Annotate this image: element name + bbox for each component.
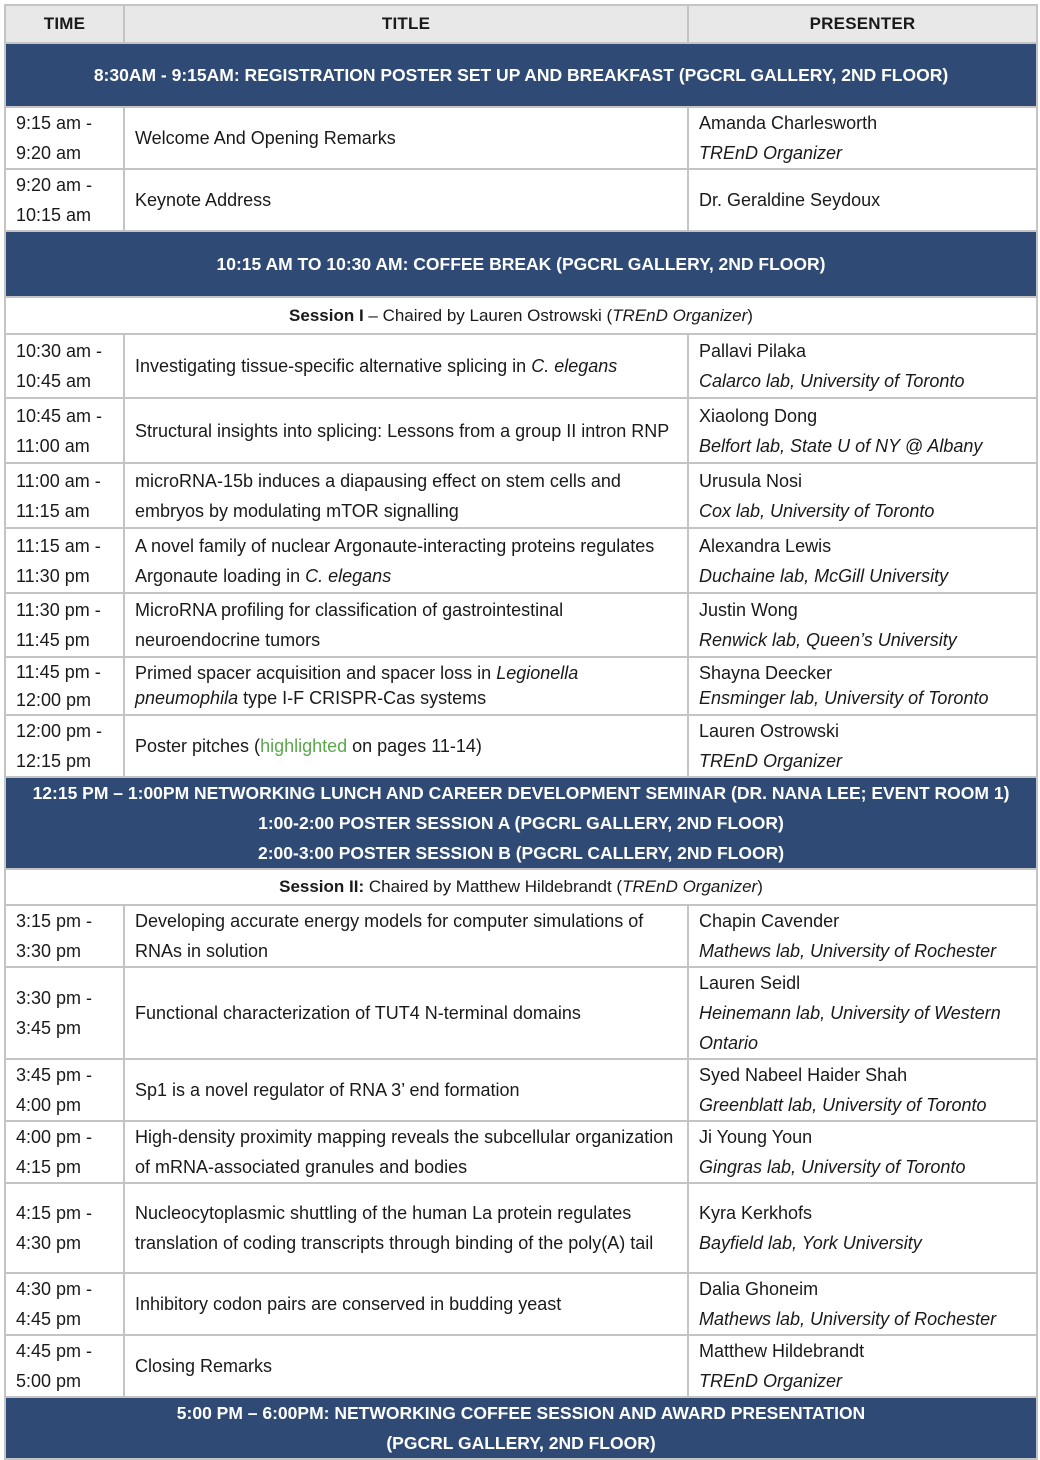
time-start: 11:30 pm - <box>16 600 101 620</box>
schedule-row <box>5 1273 1037 1335</box>
schedule-row <box>5 593 1037 657</box>
time-end: 4:30 pm <box>16 1233 82 1253</box>
presenter-cell <box>688 1059 1037 1121</box>
schedule-row <box>5 169 1037 231</box>
time-end: 12:15 pm <box>16 751 92 771</box>
session-one-close: ) <box>747 305 753 325</box>
time-start: 11:00 am - <box>16 470 101 491</box>
time-end: 11:15 am <box>16 500 90 521</box>
time-cell <box>5 967 124 1059</box>
talk-title: Welcome And Opening Remarks <box>124 107 688 169</box>
talk-title-text: Poster pitches ( <box>135 736 261 756</box>
presenter-affiliation: Bayfield lab, York University <box>699 1233 922 1253</box>
presenter-cell <box>688 334 1037 398</box>
talk-title: Functional characterization of TUT4 N-terminal domains <box>124 967 688 1059</box>
talk-title-species: Legionella pneumophila <box>135 663 579 708</box>
schedule-row <box>5 1059 1037 1121</box>
time-cell <box>5 1059 124 1121</box>
presenter-cell <box>688 107 1037 169</box>
presenter-cell <box>688 528 1037 593</box>
talk-title: MicroRNA profiling for classification of gastrointestinal neuroendocrine tumors <box>124 593 688 657</box>
time-start: 3:15 pm - <box>16 911 93 931</box>
talk-title: High-density proximity mapping reveals the subcellular organization of mRNA-associated granules and bodies <box>124 1121 688 1183</box>
time-end: 4:15 pm <box>16 1157 82 1177</box>
session-two-close: ) <box>757 877 763 896</box>
presenter-name: Justin Wong <box>699 600 798 620</box>
presenter-cell <box>688 905 1037 967</box>
presenter-cell <box>688 657 1037 715</box>
presenter-name: Syed Nabeel Haider Shah <box>699 1065 908 1085</box>
time-end: 3:45 pm <box>16 1018 82 1038</box>
schedule-row <box>5 334 1037 398</box>
band-lunch-posters <box>5 777 1037 869</box>
presenter-cell <box>688 1183 1037 1273</box>
time-cell <box>5 1335 124 1397</box>
band-poster-a-line: 1:00-2:00 POSTER SESSION A (PGCRL GALLERY, 2ND FLOOR) <box>258 813 784 833</box>
time-cell <box>5 715 124 777</box>
band-registration <box>5 43 1037 107</box>
talk-title-species: C. elegans <box>531 356 618 376</box>
presenter-name: Kyra Kerkhofs <box>699 1203 813 1223</box>
session-two-heading <box>5 869 1037 905</box>
time-start: 9:15 am - <box>16 113 93 133</box>
presenter-affiliation: Cox lab, University of Toronto <box>699 500 935 521</box>
presenter-affiliation: Gingras lab, University of Toronto <box>699 1157 966 1177</box>
schedule-row <box>5 1121 1037 1183</box>
talk-title: Closing Remarks <box>124 1335 688 1397</box>
time-cell <box>5 1121 124 1183</box>
time-start: 11:45 pm - <box>16 662 101 682</box>
time-end: 5:00 pm <box>16 1371 82 1391</box>
presenter-affiliation: TREnD Organizer <box>699 1371 843 1391</box>
time-end: 11:45 pm <box>16 630 90 650</box>
presenter-cell <box>688 398 1037 463</box>
session-two-label: Session II: <box>279 877 365 896</box>
time-start: 4:00 pm - <box>16 1127 93 1147</box>
band-coffee-break <box>5 231 1037 297</box>
time-cell <box>5 169 124 231</box>
session-one-chair: – Chaired by Lauren Ostrowski ( <box>363 305 613 325</box>
talk-title <box>124 334 688 398</box>
band-closing-coffee <box>5 1397 1037 1459</box>
talk-title <box>124 715 688 777</box>
presenter-affiliation: Greenblatt lab, University of Toronto <box>699 1095 987 1115</box>
time-cell <box>5 593 124 657</box>
presenter-affiliation: TREnD Organizer <box>699 143 843 163</box>
schedule-row <box>5 905 1037 967</box>
session-two-chair-role: TREnD Organizer <box>622 877 758 896</box>
time-end: 10:45 am <box>16 371 92 391</box>
time-cell <box>5 905 124 967</box>
schedule-row <box>5 107 1037 169</box>
time-cell <box>5 1273 124 1335</box>
time-start: 4:15 pm - <box>16 1203 93 1223</box>
presenter-cell <box>688 1121 1037 1183</box>
talk-title: Structural insights into splicing: Lessons from a group II intron RNP <box>124 398 688 463</box>
presenter-name: Dalia Ghoneim <box>699 1279 819 1299</box>
presenter-name: Lauren Ostrowski <box>699 721 840 741</box>
presenter-cell <box>688 1273 1037 1335</box>
talk-title: Developing accurate energy models for computer simulations of RNAs in solution <box>124 905 688 967</box>
time-end: 10:15 am <box>16 205 92 225</box>
header-row <box>5 5 1037 43</box>
talk-title-text: A novel family of nuclear Argonaute-interacting proteins regulates Argonaute loading in <box>135 535 655 586</box>
presenter-name: Urusula Nosi <box>699 470 803 491</box>
talk-title-species: C. elegans <box>305 565 392 586</box>
presenter-affiliation: Duchaine lab, McGill University <box>699 565 949 586</box>
time-end: 11:00 am <box>16 435 90 456</box>
talk-title-text: Primed spacer acquisition and spacer loss in <box>135 663 497 683</box>
presenter-cell <box>688 463 1037 528</box>
talk-title-rest: type I-F CRISPR-Cas systems <box>238 688 487 708</box>
presenter-name: Lauren Seidl <box>699 973 801 993</box>
schedule-row <box>5 398 1037 463</box>
time-end: 9:20 am <box>16 143 82 163</box>
time-cell <box>5 463 124 528</box>
talk-title: microRNA-15b induces a diapausing effect on stem cells and embryos by modulating mTOR signalling <box>124 463 688 528</box>
schedule-row <box>5 967 1037 1059</box>
talk-title: Sp1 is a novel regulator of RNA 3’ end formation <box>124 1059 688 1121</box>
time-start: 3:30 pm - <box>16 988 93 1008</box>
band-lunch-line: 12:15 PM – 1:00PM NETWORKING LUNCH AND CAREER DEVELOPMENT SEMINAR (DR. NANA LEE; EVENT ROOM 1) <box>32 783 1010 803</box>
schedule-row <box>5 1183 1037 1273</box>
schedule-row <box>5 463 1037 528</box>
presenter-affiliation: Heinemann lab, University of Western Ontario <box>699 1003 1001 1053</box>
time-end: 4:45 pm <box>16 1309 82 1329</box>
talk-title-text: Investigating tissue-specific alternative splicing in <box>135 356 532 376</box>
talk-title: Nucleocytoplasmic shuttling of the human La protein regulates translation of coding transcripts through binding of the poly(A) tail <box>124 1183 688 1273</box>
band-lunch-posters-text <box>5 777 1037 869</box>
schedule-row-poster-pitch <box>5 715 1037 777</box>
band-closing-line-2: (PGCRL GALLERY, 2ND FLOOR) <box>386 1433 656 1453</box>
time-cell <box>5 398 124 463</box>
time-start: 10:45 am - <box>16 405 103 426</box>
session-two-row <box>5 869 1037 905</box>
time-cell <box>5 1183 124 1273</box>
band-closing-line-1: 5:00 PM – 6:00PM: NETWORKING COFFEE SESSION AND AWARD PRESENTATION <box>176 1403 866 1423</box>
time-end: 11:30 pm <box>16 565 90 586</box>
presenter-name: Ji Young Youn <box>699 1127 813 1147</box>
presenter-affiliation: TREnD Organizer <box>699 751 843 771</box>
presenter-name: Matthew Hildebrandt <box>699 1341 865 1361</box>
band-closing-coffee-text <box>5 1397 1037 1459</box>
time-end: 12:00 pm <box>16 690 92 710</box>
presenter-affiliation: Mathews lab, University of Rochester <box>699 941 997 961</box>
header-time: TIME <box>5 5 124 43</box>
session-one-heading <box>5 297 1037 334</box>
time-cell <box>5 657 124 715</box>
session-one-chair-role: TREnD Organizer <box>612 305 748 325</box>
time-cell <box>5 528 124 593</box>
header-title: TITLE <box>124 5 688 43</box>
presenter-cell <box>688 593 1037 657</box>
presenter-name: Alexandra Lewis <box>699 535 832 556</box>
talk-title: Keynote Address <box>124 169 688 231</box>
presenter-affiliation: Renwick lab, Queen’s University <box>699 630 957 650</box>
schedule-row <box>5 528 1037 593</box>
talk-title <box>124 528 688 593</box>
time-start: 9:20 am - <box>16 175 93 195</box>
presenter-cell <box>688 967 1037 1059</box>
time-start: 12:00 pm - <box>16 721 103 741</box>
time-cell <box>5 107 124 169</box>
time-start: 10:30 am - <box>16 341 103 361</box>
band-poster-b-line: 2:00-3:00 POSTER SESSION B (PGCRL CALLERY, 2ND FLOOR) <box>257 843 785 863</box>
presenter-name: Xiaolong Dong <box>699 405 818 426</box>
session-one-row <box>5 297 1037 334</box>
presenter-name: Shayna Deecker <box>699 663 833 683</box>
presenter-affiliation: Calarco lab, University of Toronto <box>699 371 965 391</box>
time-start: 4:30 pm - <box>16 1279 93 1299</box>
presenter-name: Amanda Charlesworth <box>699 113 878 133</box>
presenter-cell <box>688 1335 1037 1397</box>
presenter-affiliation: Mathews lab, University of Rochester <box>699 1309 997 1329</box>
presenter-cell <box>688 715 1037 777</box>
session-one-label: Session I <box>289 305 364 325</box>
time-cell <box>5 334 124 398</box>
band-registration-text: 8:30AM - 9:15AM: REGISTRATION POSTER SET UP AND BREAKFAST (PGCRL GALLERY, 2ND FLOOR) <box>5 43 1037 107</box>
presenter-name: Dr. Geraldine Seydoux <box>699 190 881 210</box>
presenter-name: Pallavi Pilaka <box>699 341 807 361</box>
talk-title: Inhibitory codon pairs are conserved in budding yeast <box>124 1273 688 1335</box>
time-end: 3:30 pm <box>16 941 82 961</box>
presenter-name: Chapin Cavender <box>699 911 840 931</box>
header-presenter: PRESENTER <box>688 5 1037 43</box>
schedule-row <box>5 1335 1037 1397</box>
session-two-chair: Chaired by Matthew Hildebrandt ( <box>364 877 623 896</box>
time-end: 4:00 pm <box>16 1095 82 1115</box>
presenter-affiliation: Ensminger lab, University of Toronto <box>699 688 989 708</box>
highlighted-word: highlighted <box>260 736 348 756</box>
presenter-affiliation: Belfort lab, State U of NY @ Albany <box>699 435 983 456</box>
schedule-row <box>5 657 1037 715</box>
talk-title <box>124 657 688 715</box>
time-start: 3:45 pm - <box>16 1065 93 1085</box>
presenter-cell <box>688 169 1037 231</box>
band-coffee-break-text: 10:15 AM TO 10:30 AM: COFFEE BREAK (PGCRL GALLERY, 2ND FLOOR) <box>5 231 1037 297</box>
time-start: 11:15 am - <box>16 535 101 556</box>
talk-title-rest: on pages 11-14) <box>347 736 482 756</box>
schedule-table <box>4 4 1038 1460</box>
time-start: 4:45 pm - <box>16 1341 93 1361</box>
